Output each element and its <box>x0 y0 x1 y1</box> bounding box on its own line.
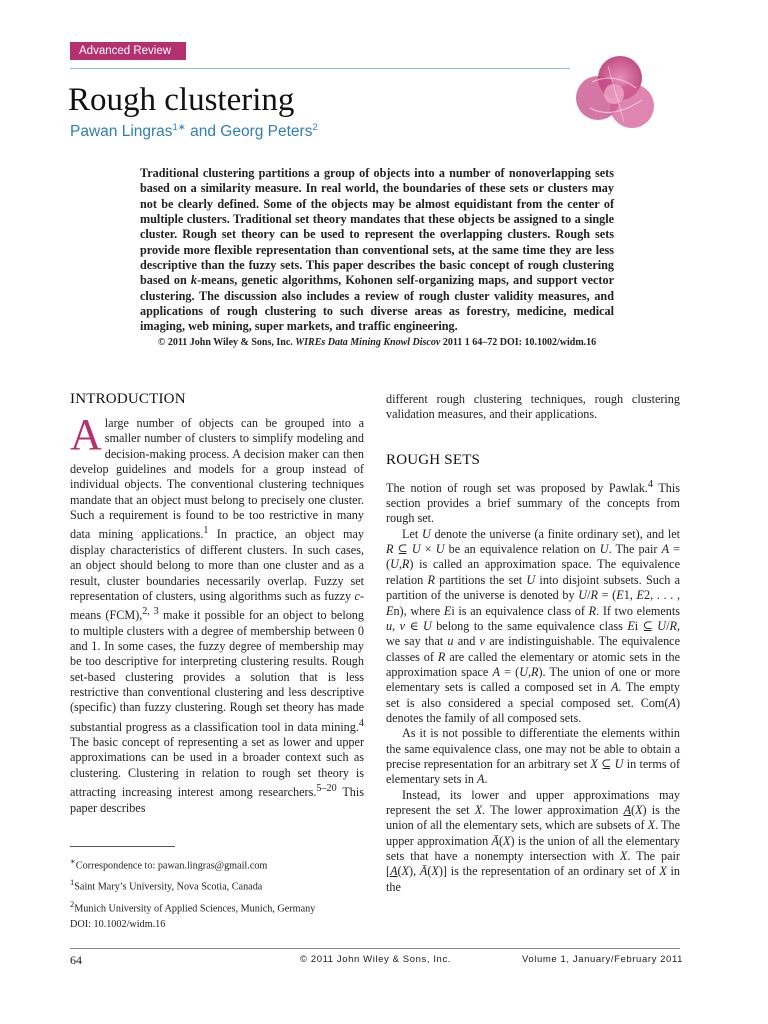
page-number: 64 <box>70 953 82 967</box>
drop-cap: A <box>70 410 102 459</box>
footnote-correspondence: ∗Correspondence to: pawan.lingras@gmail.com <box>70 856 268 872</box>
footer-rule <box>70 948 680 949</box>
author-name[interactable]: Pawan Lingras <box>70 123 173 141</box>
rough-sets-paragraph-3: As it is not possible to differentiate the elements within the same equivalence class, one may not be able to obtain a precise representation for an arbitrary set X ⊆ U in terms of elementary sets in A. <box>386 726 681 787</box>
author-line <box>70 122 318 141</box>
author-affiliation-mark: 2 <box>312 122 318 133</box>
article-type-badge: Advanced Review <box>70 42 186 60</box>
rough-sets-paragraph-2: Let U denote the universe (a finite ordinary set), and let R ⊆ U × U be an equivalence relation on U. The pair A = (U,R) is called an approximation space. The equivalence relation R partitions the set U into disjoint subsets. Such a partition of the universe is denoted by U/R = (E1, E2, . . . , En), where Ei is an equivalence class of R. If two elements u, v ∈ U belong to the same equivalence class Ei ⊆ U/R, we say that u and v are indistinguishable. The equivalence classes of R are called the elementary or atomic sets in the approximation space A = (U,R). The union of one or more elementary sets is called a composed set in A. The empty set is also considered a special composed set. Com(A) denotes the family of all composed sets. <box>386 526 681 725</box>
author-name[interactable]: Georg Peters <box>220 123 313 141</box>
footnote-affiliation-2: $^2$Munich University of Applied Sciences, Munich, Germany <box>70 898 316 915</box>
footer-copyright: © 2011 John Wiley & Sons, Inc. <box>300 954 452 965</box>
citation[interactable]: 4 <box>358 717 364 729</box>
left-column <box>70 388 364 816</box>
citation[interactable]: 4 <box>647 478 653 490</box>
intro-continuation: different rough clustering techniques, rough clustering validation measures, and their applications. <box>386 392 680 422</box>
rough-sets-paragraph-4: Instead, its lower and upper approximations may represent the set X. The lower approximation A(X) is the union of all the elementary sets, which are subsets of X. The upper approximation Ā(X) is the union of all the elementary sets that have a nonempty intersection with X. The pair [A(X), Ā(X)] is the representation of an ordinary set of X in the <box>386 787 681 894</box>
section-heading-rough-sets: ROUGH SETS <box>386 451 481 468</box>
abstract <box>140 166 614 350</box>
footer-volume: Volume 1, January/February 2011 <box>522 954 684 965</box>
header-rule <box>70 68 570 69</box>
footnotes <box>70 853 364 933</box>
citation[interactable]: 5–20 <box>316 783 337 795</box>
rough-sets-paragraph-1: The notion of rough set was proposed by Pawlak.$^4$ This section provides a brief summary of the concepts from rough set. <box>386 478 680 526</box>
overlapping-circles-logo <box>562 52 670 138</box>
section-heading-introduction: INTRODUCTION <box>70 391 186 407</box>
article-title: Rough clustering <box>68 82 295 118</box>
right-column <box>386 392 680 895</box>
citation[interactable]: 2, 3 <box>142 606 159 618</box>
abstract-copyright: © 2011 John Wiley & Sons, Inc. WIREs Data Mining Knowl Discov 2011 1 64–72 DOI: 10.1002/widm.16 <box>157 336 597 348</box>
intro-paragraph: Alarge number of objects can be grouped into a smaller number of clusters to simplify modeling and decision-making process. A decision maker can then develop guidelines and models for a group instead of individual objects. The conventional clustering techniques mandate that an object must belong to precisely one cluster. Such a requirement is found to be too restrictive in many data mining applications.$^1$ In practice, an object may display characteristics of different clusters. In such cases, an object should belong to more than one cluster and as a result, cluster boundaries necessarily overlap. Fuzzy set representation of clusters, using algorithms such as fuzzy c-means (FCM),$^{2, 3}$ make it possible for an object to belong to multiple clusters with a degree of membership between 0 and 1. In some cases, the fuzzy degree of membership may be too descriptive for interpreting clustering results. Rough set-based clustering provides a solution that is less restrictive than conventional clustering and less descriptive (specific) than fuzzy clustering. Rough set theory has made substantial progress as a classification tool in data mining.$^4$ The basic concept of representing a set as lower and upper approximations can be used in a broader context such as clustering. Clustering in relation to rough set theory is attracting increasing interest among researchers.$^{5-20}$ This paper describes <box>70 410 364 815</box>
abstract-text: Traditional clustering partitions a group of objects into a number of nonoverlapping sets based on a similarity measure. In real world, the boundaries of these sets or clusters may not be clearly defined. Some of the objects may be almost equidistant from the center of multiple clusters. Traditional set theory mandates that these objects be assigned to a single cluster. Rough set theory can be used to represent the overlapping clusters. Rough sets provide more flexible representation than conventional sets, at the same time they are less descriptive than the fuzzy sets. This paper describes the basic concept of rough clustering based on k-means, genetic algorithms, Kohonen self-organizing maps, and support vector clustering. The discussion also includes a review of rough cluster validity measures, and applications of rough clustering to such diverse areas as forestry, medicine, medical imaging, web mining, super markets, and traffic engineering. <box>140 166 614 334</box>
author-conjunction: and <box>185 123 221 141</box>
author-affiliation-mark: 1∗ <box>172 122 186 133</box>
footnote-affiliation-1: $^1$Saint Mary’s University, Nova Scotia, Canada <box>70 877 263 893</box>
citation[interactable]: 1 <box>203 525 209 537</box>
footnote-rule <box>70 846 175 847</box>
footnote-doi[interactable]: DOI: 10.1002/widm.16 <box>70 919 166 931</box>
